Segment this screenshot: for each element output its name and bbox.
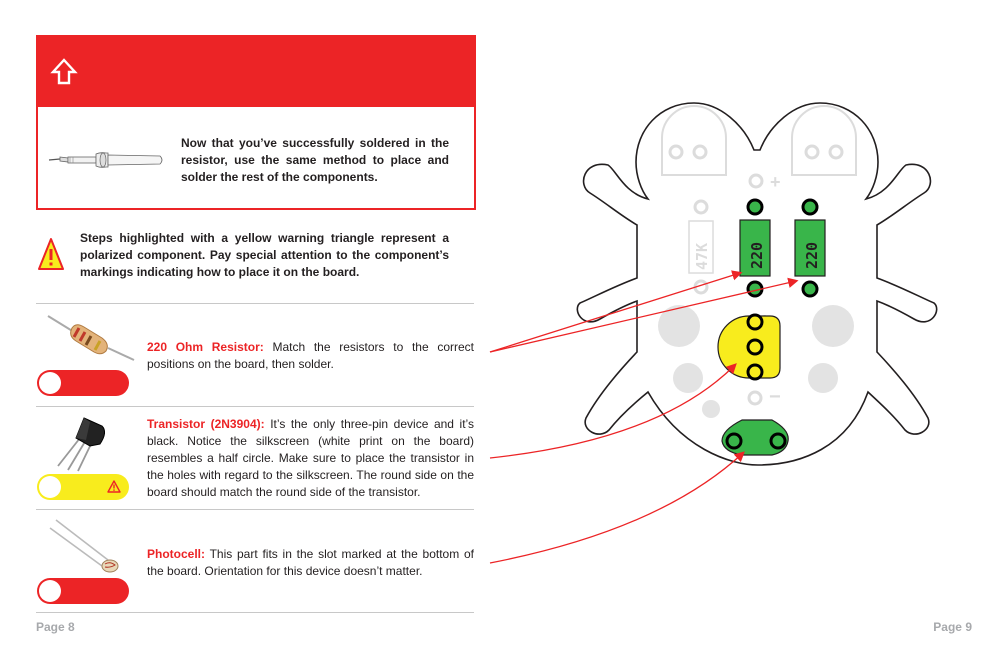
resistor-label: 220 Ohm Resistor: <box>147 340 264 354</box>
resistor-text: Match the resistors to the correct positions on the board, then solder. <box>147 340 474 371</box>
plus-marker: + <box>770 172 781 192</box>
resistor-left-value: 220 <box>748 241 766 269</box>
photocell-label: Photocell: <box>147 547 206 561</box>
minus-marker: − <box>769 386 781 408</box>
intro-text: Now that you’ve successfully soldered in the resistor, use the same method to place and solder the rest of the components. <box>181 136 449 184</box>
photocell-text: This part fits in the slot marked at the bottom of the board. Orientation for this device doesn’t matter. <box>147 547 474 578</box>
silk-resistor-label: 47K <box>693 242 711 270</box>
page-number-right: Page 9 <box>933 620 972 634</box>
transistor-label: Transistor (2N3904): <box>147 417 265 431</box>
pointer-arrow <box>490 453 743 563</box>
page-number-left: Page 8 <box>36 620 75 634</box>
warning-note-text: Steps highlighted with a yellow warning triangle represent a polarized component. Pay special attention to the component’s markings indicating how to place it on the board. <box>80 231 449 279</box>
transistor-text: It’s the only three-pin device and it’s black. Notice the silkscreen (white print on the board) resembles a half circle. Make sure to place the transistor in the holes with regard to the silkscreen. The round side on the board should match the round side of the transistor. <box>147 417 474 499</box>
resistor-right-value: 220 <box>803 241 821 269</box>
